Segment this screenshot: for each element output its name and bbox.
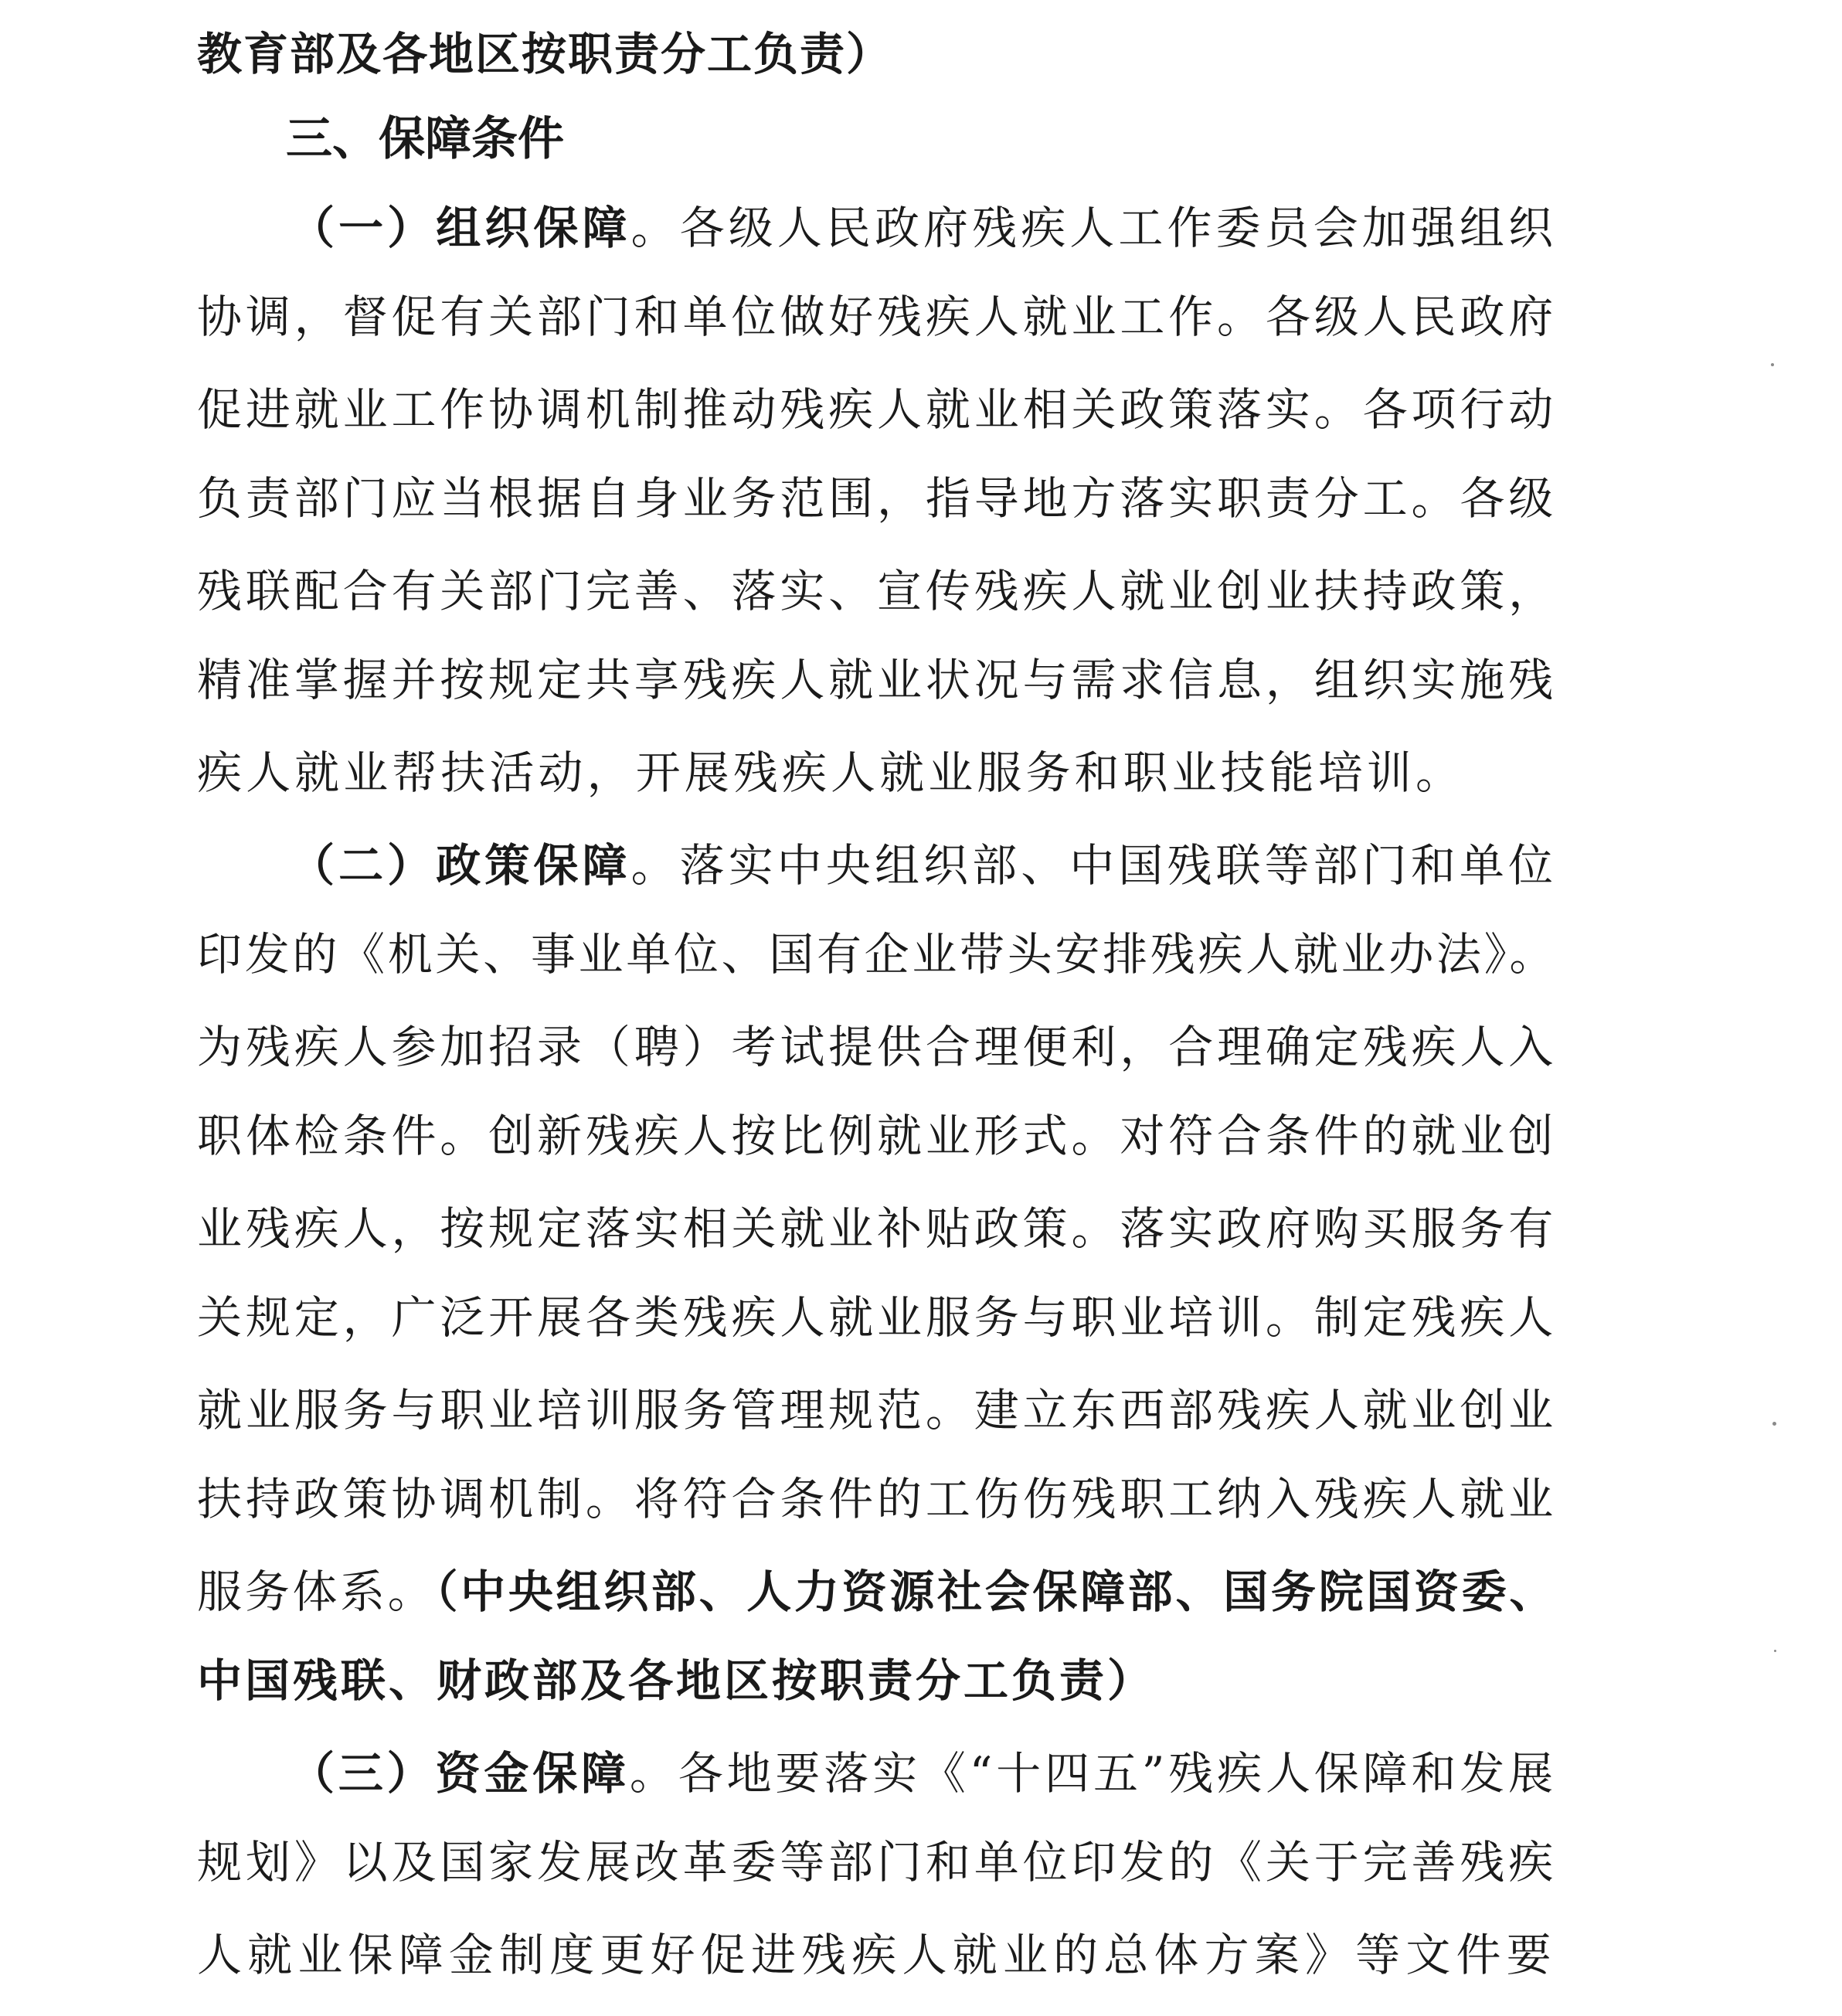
text-line-content: [197, 1924, 1557, 1986]
text-line: [197, 1650, 1248, 1712]
text-line-content: [197, 467, 1557, 529]
text-segment: 。各级人民政府残疾人工作委员会加强组织: [630, 202, 1558, 254]
text-line: [197, 1468, 1650, 1530]
bold-text-segment: （三）资金保障: [290, 1747, 630, 1800]
bold-text-segment: （中央组织部、人力资源社会保障部、国务院国资委、: [435, 1566, 1558, 1618]
text-segment: 扶持政策协调机制。将符合条件的工伤伤残职工纳入残疾人就业: [197, 1473, 1558, 1525]
text-line-content: [197, 649, 1557, 711]
text-line-content: [197, 1016, 1557, 1078]
bold-text-segment: 中国残联、财政部及各地区按职责分工负责）: [197, 1654, 1156, 1707]
text-segment: 人就业保障金制度更好促进残疾人就业的总体方案》等文件要: [197, 1929, 1557, 1981]
bold-text-segment: （二）政策保障: [290, 839, 631, 892]
text-segment: 残联配合有关部门完善、落实、宣传残疾人就业创业扶持政策，: [197, 565, 1558, 617]
text-line-content: [197, 1287, 1557, 1348]
text-line: [197, 1105, 1650, 1167]
text-line-content: [197, 560, 1557, 622]
text-line-content: [197, 1379, 1557, 1441]
text-line: [197, 560, 1650, 622]
text-line: [290, 835, 1650, 896]
text-line-content: [197, 1468, 1557, 1530]
text-line: [197, 286, 1650, 348]
text-line-content: [197, 1561, 1557, 1623]
text-line-content: [197, 923, 1557, 985]
text-segment: 促进就业工作协调机制推动残疾人就业相关政策落实。各项行动: [197, 383, 1558, 436]
text-segment: 服务体系。: [197, 1566, 436, 1618]
text-segment: 为残疾人参加招录（聘）考试提供合理便利，合理确定残疾人入: [197, 1021, 1558, 1073]
text-line: [290, 1742, 1650, 1804]
text-line-content: [197, 23, 892, 85]
text-line-content: [197, 742, 1464, 804]
text-line: [197, 467, 1650, 529]
section-heading: 三、保障条件: [286, 112, 564, 166]
text-segment: 关规定，广泛开展各类残疾人就业服务与职业培训。制定残疾人: [197, 1291, 1558, 1344]
text-line-content: [290, 1742, 1557, 1804]
scan-specks: [1765, 0, 1842, 2016]
text-line: [197, 1379, 1650, 1441]
text-line-content: [197, 1105, 1557, 1167]
text-line: [290, 197, 1650, 259]
text-segment: 业残疾人，按规定落实相关就业补贴政策。落实政府购买服务有: [197, 1202, 1558, 1255]
text-line: [197, 1198, 1650, 1260]
text-line: [197, 1016, 1650, 1078]
text-line-content: [290, 835, 1557, 896]
text-segment: 印发的《机关、事业单位、国有企业带头安排残疾人就业办法》。: [197, 928, 1558, 981]
text-segment: 。落实中央组织部、中国残联等部门和单位: [630, 839, 1558, 892]
text-segment: 负责部门应当根据自身业务范围，指导地方落实职责分工。各级: [197, 472, 1558, 525]
text-line: [197, 1924, 1650, 1986]
text-line: [197, 379, 1650, 440]
text-line: [197, 1831, 1650, 1893]
text-line-content: [197, 1650, 1155, 1712]
text-line: [197, 649, 1650, 711]
text-line: [197, 742, 1557, 804]
text-line: [197, 1561, 1650, 1623]
bold-text-segment: （一）组织保障: [290, 202, 631, 254]
text-segment: 规划》以及国家发展改革委等部门和单位印发的《关于完善残疾: [197, 1836, 1558, 1889]
text-line-content: [197, 1831, 1557, 1893]
text-segment: 疾人就业帮扶活动，开展残疾人就业服务和职业技能培训。: [197, 746, 1465, 799]
text-line-content: [197, 286, 1557, 348]
text-segment: 。各地要落实《“十四五”残疾人保障和发展: [629, 1747, 1557, 1800]
text-line: [197, 23, 985, 85]
text-segment: 就业服务与职业培训服务管理规范。建立东西部残疾人就业创业: [197, 1384, 1558, 1436]
bold-text-segment: 教育部及各地区按职责分工负责）: [197, 28, 893, 80]
text-line: [197, 1287, 1650, 1348]
text-segment: 精准掌握并按规定共享残疾人就业状况与需求信息，组织实施残: [197, 654, 1558, 706]
text-line-content: [197, 379, 1557, 440]
text-line-content: [197, 1198, 1557, 1260]
text-line-content: [290, 197, 1557, 259]
text-segment: 职体检条件。创新残疾人按比例就业形式。对符合条件的就业创: [197, 1110, 1558, 1162]
text-segment: 协调，督促有关部门和单位做好残疾人就业工作。各级人民政府: [197, 291, 1558, 343]
text-line: [197, 923, 1650, 985]
